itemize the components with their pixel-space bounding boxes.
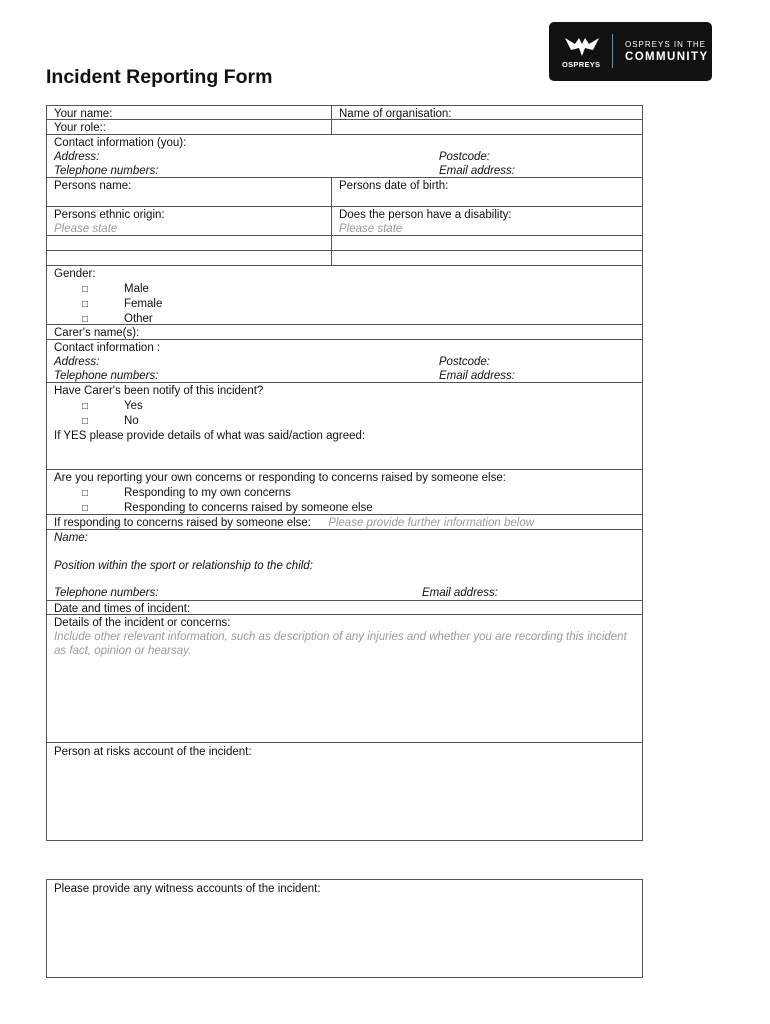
ethnic-origin-label: Persons ethnic origin: bbox=[54, 209, 165, 221]
logo-line2: COMMUNITY bbox=[625, 51, 709, 63]
logo-divider bbox=[612, 34, 613, 68]
carer-address-label: Address: bbox=[54, 356, 100, 368]
your-role-extra[interactable] bbox=[332, 120, 642, 134]
org-name-field[interactable]: Name of organisation: bbox=[339, 108, 452, 120]
details-hint: Include other relevant information, such as description of any injuries and whether you are recording this incident as fact, opinion or hearsay. bbox=[54, 631, 627, 657]
carer-postcode-label: Postcode: bbox=[438, 356, 490, 368]
checkbox-no[interactable]: □ bbox=[82, 416, 89, 427]
carer-contact-label: Contact information : bbox=[54, 342, 161, 354]
date-times-field[interactable]: Date and times of incident: bbox=[54, 603, 191, 615]
reporting-section bbox=[47, 470, 642, 514]
disability-hint: Please state bbox=[339, 223, 403, 235]
further-info-hint: Please provide further information below bbox=[328, 517, 535, 529]
if-yes-label: If YES please provide details of what was said/action agreed: bbox=[54, 430, 366, 442]
other-telephone-label: Telephone numbers: bbox=[54, 587, 159, 599]
option-no: No bbox=[124, 415, 139, 427]
option-yes: Yes bbox=[124, 400, 143, 412]
checkbox-own-concerns[interactable]: □ bbox=[82, 488, 89, 499]
carer-contact-section[interactable] bbox=[47, 340, 642, 382]
option-others-concerns: Responding to concerns raised by someone else bbox=[124, 502, 373, 514]
person-account-field[interactable]: Person at risks account of the incident: bbox=[54, 746, 252, 758]
details-field[interactable] bbox=[47, 615, 642, 742]
disability-label: Does the person have a disability: bbox=[339, 209, 512, 221]
persons-name-field[interactable]: Persons name: bbox=[47, 178, 332, 206]
disability-field[interactable] bbox=[332, 207, 642, 235]
blank-cell[interactable] bbox=[47, 236, 332, 250]
persons-dob-field[interactable]: Persons date of birth: bbox=[339, 180, 449, 192]
incident-form bbox=[46, 105, 643, 841]
gender-section bbox=[47, 266, 642, 324]
checkbox-other[interactable]: □ bbox=[82, 314, 89, 325]
checkbox-female[interactable]: □ bbox=[82, 299, 89, 310]
other-person-section[interactable] bbox=[47, 530, 642, 600]
osprey-bird-icon bbox=[563, 34, 601, 60]
option-male: Male bbox=[124, 283, 149, 295]
postcode-label: Postcode: bbox=[438, 151, 490, 163]
blank-cell[interactable] bbox=[332, 236, 642, 250]
name-label: Name: bbox=[54, 532, 88, 544]
blank-cell[interactable] bbox=[47, 251, 332, 265]
ethnic-origin-hint: Please state bbox=[54, 223, 118, 235]
your-name-field[interactable]: Your name: bbox=[47, 106, 332, 119]
contact-you-label: Contact information (you): bbox=[54, 137, 187, 149]
carer-email-label: Email address: bbox=[438, 370, 515, 382]
email-label: Email address: bbox=[438, 165, 515, 177]
checkbox-male[interactable]: □ bbox=[82, 284, 89, 295]
contact-you-section[interactable] bbox=[47, 135, 642, 177]
carers-name-field[interactable]: Carer's name(s): bbox=[54, 327, 140, 339]
logo-brand: OSPREYS bbox=[562, 60, 601, 69]
ethnic-origin-field[interactable] bbox=[47, 207, 332, 235]
option-own-concerns: Responding to my own concerns bbox=[124, 487, 291, 499]
carers-notified-label: Have Carer's been notify of this incident? bbox=[54, 385, 264, 397]
carers-notified-section bbox=[47, 383, 642, 469]
witness-field[interactable]: Please provide any witness accounts of the incident: bbox=[46, 879, 643, 978]
checkbox-others-concerns[interactable]: □ bbox=[82, 503, 89, 514]
details-label: Details of the incident or concerns: bbox=[54, 617, 231, 629]
your-role-field[interactable]: Your role:: bbox=[47, 120, 332, 134]
reporting-question: Are you reporting your own concerns or responding to concerns raised by someone else: bbox=[54, 472, 506, 484]
address-label: Address: bbox=[54, 151, 100, 163]
checkbox-yes[interactable]: □ bbox=[82, 401, 89, 412]
position-label: Position within the sport or relationship to the child: bbox=[54, 560, 313, 572]
carer-telephone-label: Telephone numbers: bbox=[54, 370, 159, 382]
telephone-label: Telephone numbers: bbox=[54, 165, 159, 177]
if-responding-field[interactable] bbox=[47, 515, 642, 529]
option-female: Female bbox=[124, 298, 163, 310]
logo-line1: OSPREYS IN THE bbox=[625, 40, 706, 49]
page-title: Incident Reporting Form bbox=[46, 66, 273, 88]
other-email-label: Email address: bbox=[421, 587, 498, 599]
ospreys-community-logo bbox=[549, 22, 712, 81]
option-other: Other bbox=[124, 313, 153, 325]
blank-cell[interactable] bbox=[332, 251, 642, 265]
gender-label: Gender: bbox=[54, 268, 96, 280]
if-responding-label: If responding to concerns raised by someone else: bbox=[54, 517, 311, 529]
